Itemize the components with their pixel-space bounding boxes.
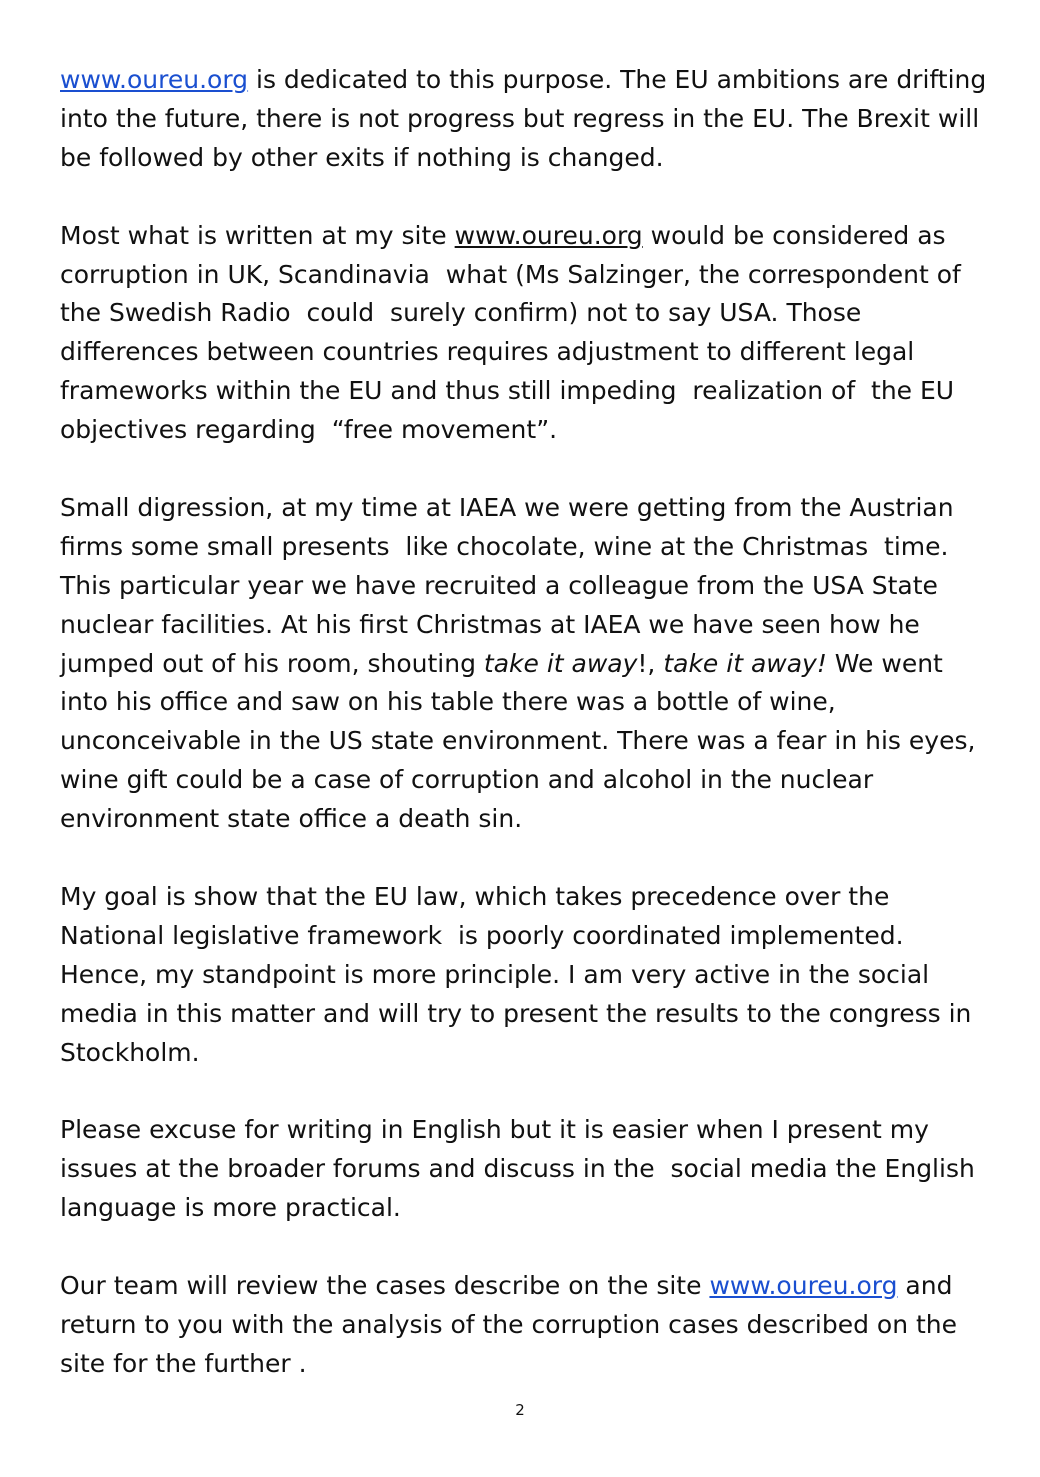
- paragraph-text: We went into his office and saw on his table there was a bottle of wine, unconceivable in the US state environment. There was a fear in his eyes, wine gift could be a case of corruption and alcohol in the nuclear environment state office a death sin.: [60, 648, 984, 834]
- paragraph-text: My goal is show that the EU law, which takes precedence over the National legislative framework is poorly coordinated implemented. Hence, my standpoint is more principle. I am very active in the social media in this matter and will try to present the results to the congress in Stockholm.: [60, 881, 980, 1067]
- document-page: [60, 61, 995, 1423]
- paragraph-text: Please excuse for writing in English but it is easier when I present my issues at the broader forums and discuss in the social media the English language is more practical.: [60, 1115, 983, 1223]
- paragraph-corruption-differences: [60, 217, 995, 450]
- paragraph-text: is dedicated to this purpose. The EU ambitions are drifting into the future, there is not progress but regress in the EU. The Brexit will be followed by other exits if nothing is changed.: [60, 65, 995, 172]
- paragraph-text: would be considered as corruption in UK, Scandinavia what (Ms Salzinger, the correspondent of the Swedish Radio could surely confirm) not to say USA. Those differences between countries requires adjustment to different legal frameworks within the EU and thus still impeding realization of the EU objectives regarding “free movement”.: [60, 220, 969, 445]
- paragraph-text: !,: [637, 648, 664, 678]
- paragraph-text: Our team will review the cases describe on the site: [60, 1271, 710, 1301]
- paragraph-team-review: [60, 1267, 995, 1384]
- paragraph-text: Most what is written at my site: [60, 220, 455, 250]
- oureu-link[interactable]: www.oureu.org: [60, 65, 249, 94]
- paragraph-purpose: [60, 61, 995, 178]
- oureu-link[interactable]: www.oureu.org: [709, 1271, 898, 1301]
- paragraph-language-excuse: [60, 1111, 995, 1228]
- paragraph-text: Small digression, at my time at IAEA we were getting from the Austrian firms some small presents like chocolate, wine at the Christmas time. This particular year we have recruited a colleague from the USA State nuclear facilities. At his first Christmas at IAEA we have seen how he jumped out of his room, shouting: [60, 492, 962, 678]
- paragraph-text: and return to you with the analysis of the corruption cases described on the site for the further .: [60, 1271, 965, 1378]
- italic-quote: take it away!: [663, 648, 827, 678]
- paragraph-goal: [60, 878, 995, 1073]
- page-number: 2: [515, 1401, 525, 1419]
- oureu-link[interactable]: www.oureu.org: [454, 220, 643, 250]
- italic-quote: take it away: [483, 648, 638, 678]
- paragraph-iaea-digression: [60, 489, 995, 839]
